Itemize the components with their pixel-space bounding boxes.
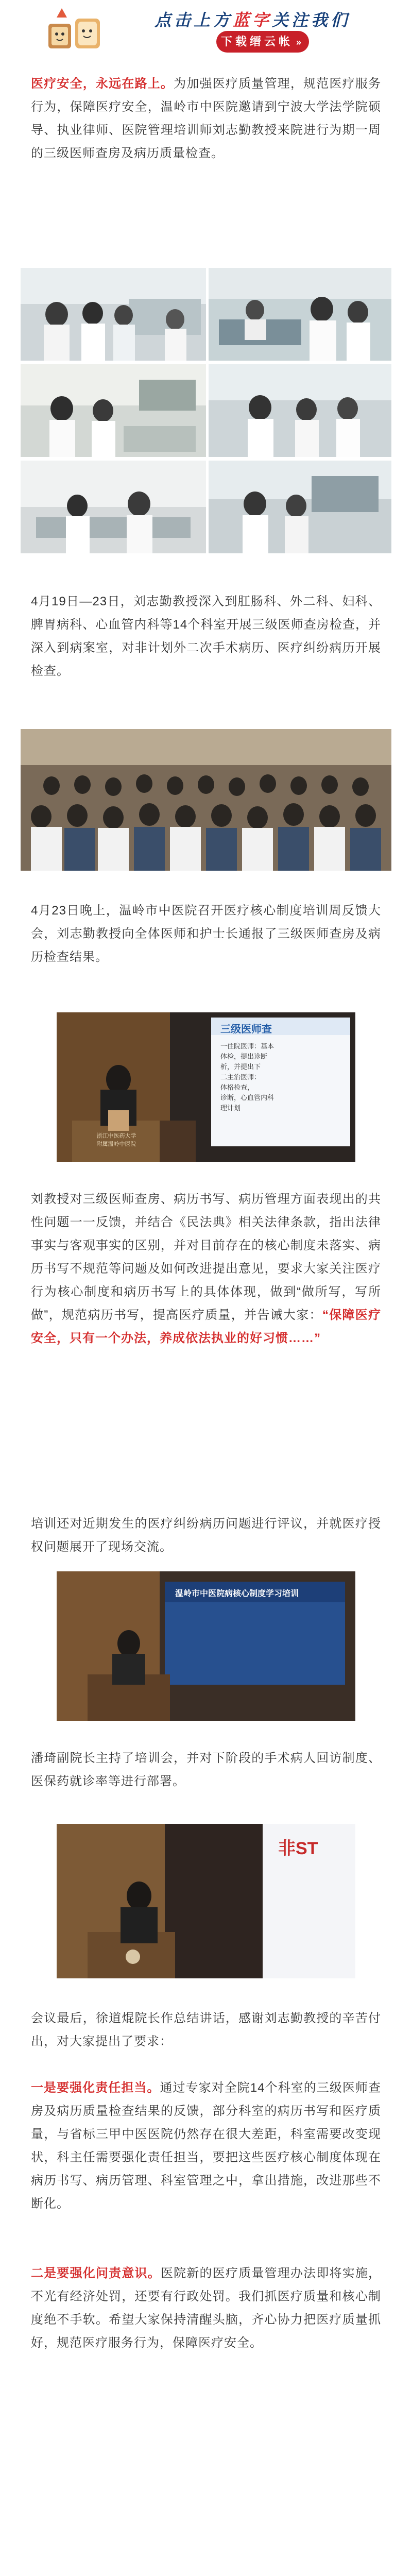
ward-round-photo-1	[21, 268, 206, 361]
slide-line: 理计划	[220, 1104, 241, 1112]
slide-body	[220, 1041, 274, 1113]
follow-prompt-suffix: 关注我们	[272, 10, 351, 30]
inspection-text: 4月19日—23日，刘志勤教授深入到肛肠科、外二科、妇科、脾胃病科、心血管内科等14个科室开展三级医师查房检查，并深入到病案室，对非计划外二次手术病历、医疗纠纷病历开展检查。	[31, 595, 381, 678]
slide-title: 非ST	[278, 1839, 318, 1858]
ward-round-photo-3	[21, 364, 206, 457]
dispute-review-text: 培训还对近期发生的医疗纠纷病历问题进行评议，并就医疗授权问题展开了现场交流。	[31, 1517, 381, 1554]
double-arrow-icon: »	[296, 37, 305, 47]
feedback-meeting-paragraph	[31, 899, 381, 969]
accountability-lead: 二是要强化问责意识。	[31, 2266, 161, 2280]
accountability-body: 医院新的医疗质量管理办法即将实施，不光有经济处罚，还要有行政处罚。我们抓医疗质量和核心制度绝不手软。希望大家保持清醒头脑，齐心协力把医疗质量抓好，规范医疗服务行为，保障医疗安全。	[31, 2266, 382, 2350]
feedback-quote: “保障医疗安全，只有一个办法，养成依法执业的好习惯……”	[31, 1308, 381, 1345]
download-app-button[interactable]	[216, 31, 309, 53]
follow-prompt	[154, 7, 350, 31]
feedback-meeting-text: 4月23日晚上，温岭市中医院召开医疗核心制度培训周反馈大会，刘志勤教授向全体医师和护士长通报了三级医师查房及病历检查结果。	[31, 904, 381, 964]
slide-title: 三级医师查	[220, 1024, 272, 1035]
accountability-paragraph	[31, 2262, 381, 2354]
slide-line: 二主治医师：	[220, 1073, 261, 1081]
follow-prompt-highlight: 蓝字	[233, 10, 272, 30]
podium-label-line: 浙江中医药大学	[96, 1133, 136, 1139]
responsibility-lead: 一是要强化责任担当。	[31, 2081, 160, 2095]
closing-intro-text: 会议最后，徐道焜院长作总结讲话，感谢刘志勤教授的辛苦付出，对大家提出了要求：	[31, 2011, 381, 2048]
download-app-label: 下载缙云帐	[220, 35, 293, 48]
vice-president-text: 潘琦副院长主持了培训会，并对下阶段的手术病人回访制度、医保药就诊率等进行部署。	[31, 1751, 381, 1788]
podium-label-line: 附属温岭中医院	[96, 1141, 136, 1147]
dispute-review-paragraph	[31, 1512, 381, 1558]
podium-label	[75, 1132, 158, 1148]
speaker-pan-photo	[57, 1571, 355, 1721]
intro-lead: 医疗安全，永远在路上。	[31, 77, 174, 91]
ward-round-photo-6	[209, 461, 391, 553]
intro-body: 为加强医疗质量管理，规范医疗服务行为，保障医疗安全，温岭市中医院邀请到宁波大学法学院硕导、执业律师、医院管理培训师刘志勤教授来院进行为期一周的三级医师查房及病历质量检查。	[31, 77, 382, 160]
slide-line: 析，并提出下	[220, 1063, 261, 1071]
slide-line: 体检，提出诊断	[220, 1053, 268, 1060]
ward-round-photo-2	[209, 268, 391, 361]
ward-round-photo-4	[209, 364, 391, 457]
inspection-paragraph	[31, 590, 381, 683]
feedback-detail-paragraph	[31, 1188, 381, 1350]
speaker-xu-photo	[57, 1824, 355, 1978]
feedback-detail-text: 刘教授对三级医师查房、病历书写、病历管理方面表现出的共性问题一一反馈，并结合《民法典》相关法律条款，指出法律事实与客观事实的区别，并对目前存在的核心制度未落实、病历书写不规范等问题及如何改进提出意见，要求大家关注医疗行为核心制度和病历书写上的具体体现，做到“做所写，写所做”，规范病历书写，提高医疗质量，并告诫大家：	[31, 1192, 381, 1322]
speaker-liu-photo	[57, 1012, 355, 1162]
intro-paragraph	[31, 72, 381, 165]
ward-round-photo-5	[21, 461, 206, 553]
slide-title: 温岭市中医院病核心制度学习培训	[175, 1589, 299, 1598]
meeting-audience-photo	[21, 729, 391, 871]
responsibility-paragraph	[31, 2076, 381, 2215]
slide-line: 诊断，心血管内科	[220, 1094, 274, 1101]
slide-line: 一住院医师：基本	[220, 1042, 274, 1050]
follow-prompt-prefix: 点击上方	[154, 10, 233, 30]
header-banner	[0, 0, 412, 62]
bread-mascot-icon	[46, 3, 103, 53]
closing-intro-paragraph	[31, 2007, 381, 2053]
vice-president-paragraph	[31, 1747, 381, 1793]
slide-line: 体格检查，	[220, 1083, 254, 1091]
responsibility-body: 通过专家对全院14个科室的三级医师查房及病历质量检查结果的反馈，部分科室的病历书写和医疗质量，与省标三甲中医医院仍然存在很大差距，科室需要改变现状，科主任需要强化责任担当，要把这些医疗核心制度体现在病历书写、病历管理、科室管理之中，拿出措施，改进那些不断化。	[31, 2081, 381, 2211]
